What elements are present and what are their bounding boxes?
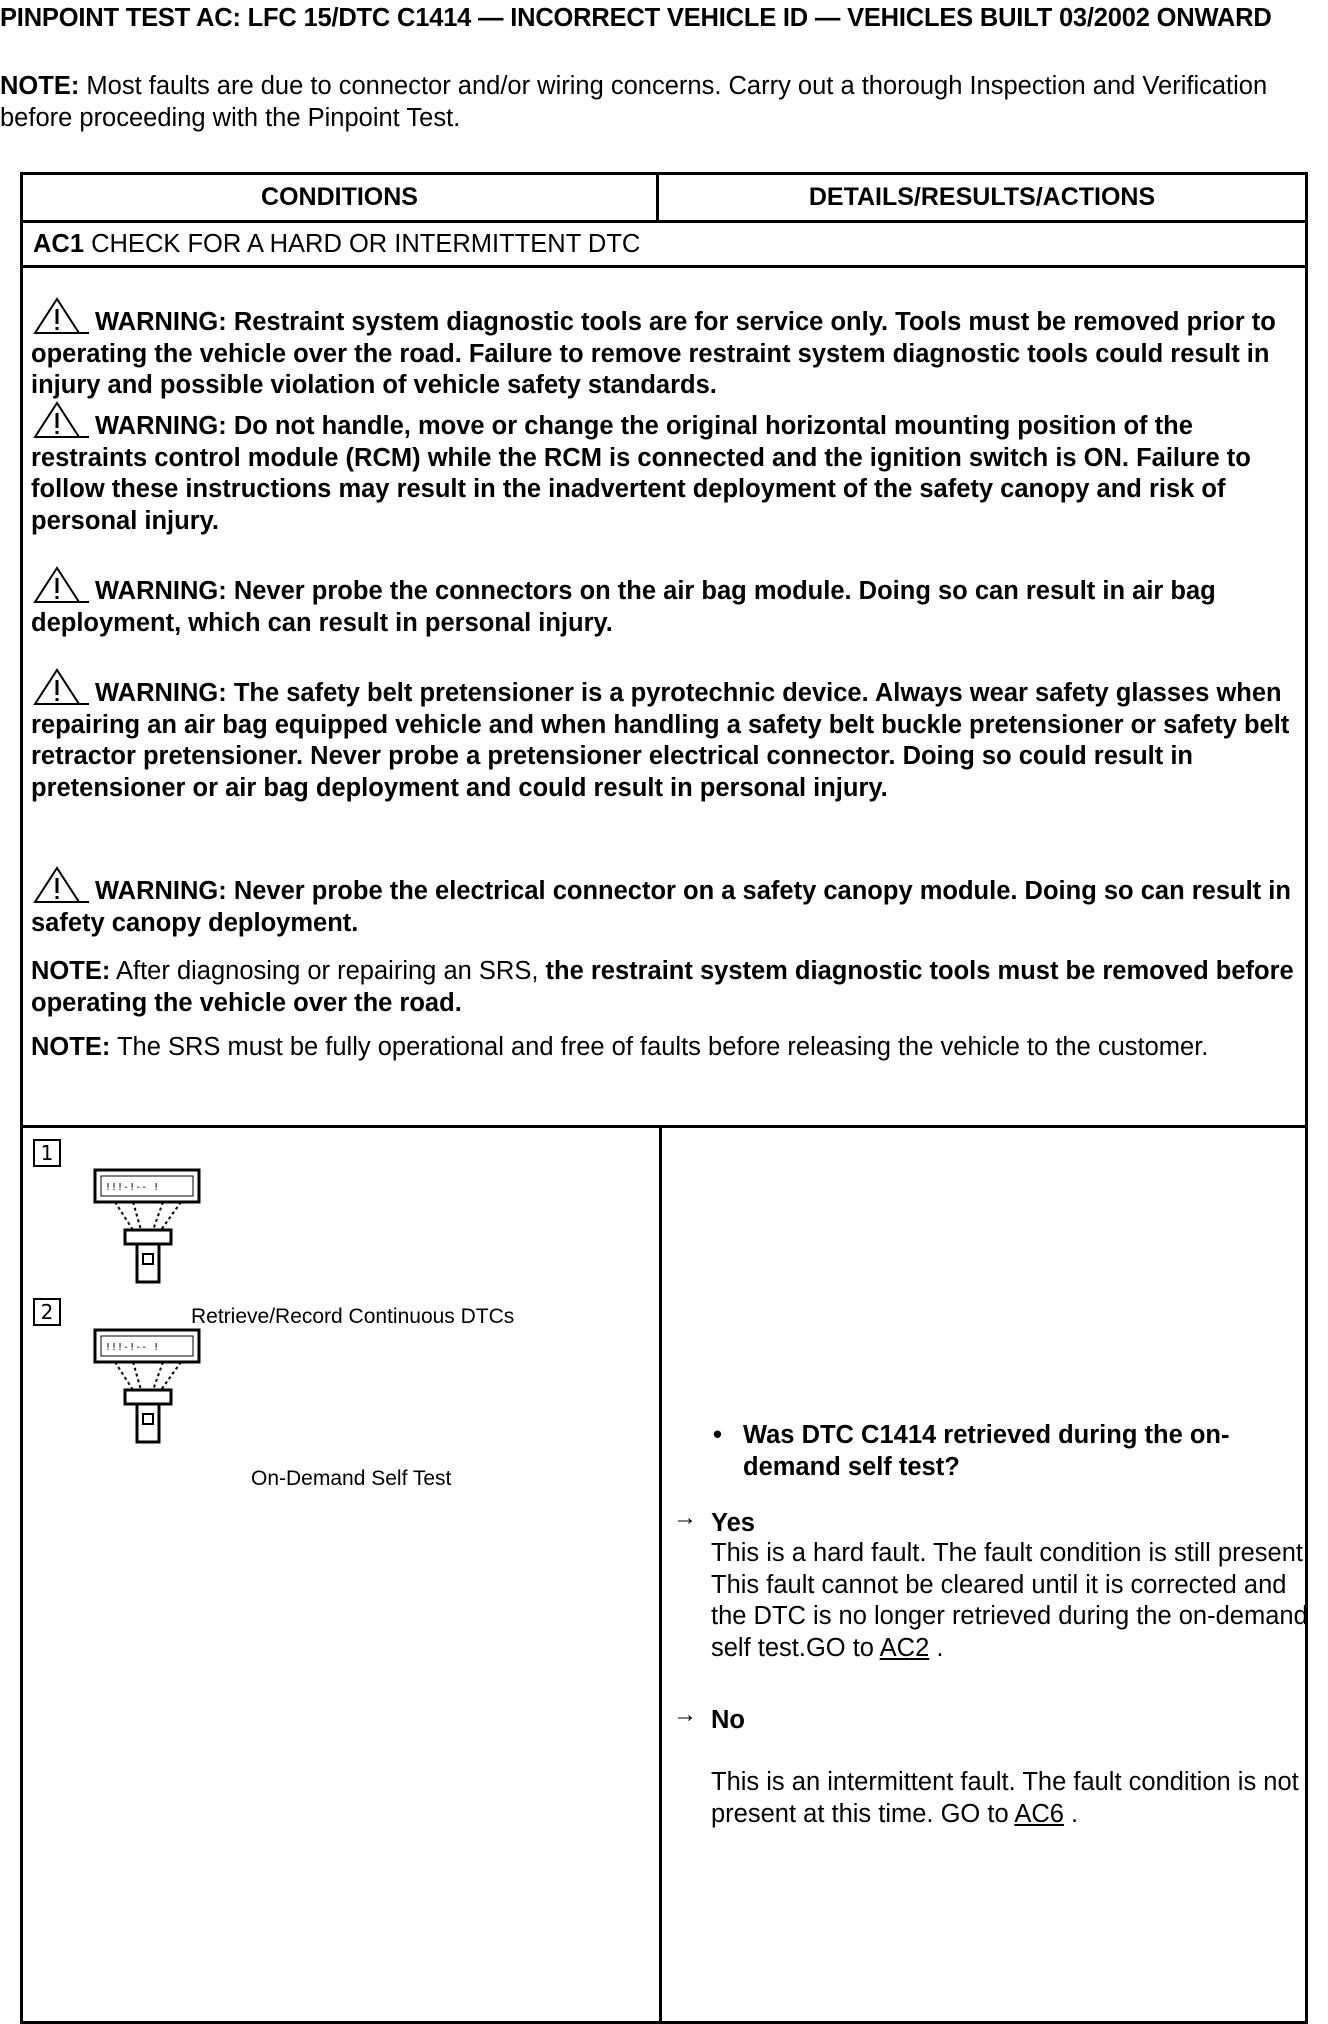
arrow-right-icon: → <box>673 1504 697 1531</box>
srs-note <box>31 1032 1303 1064</box>
warning-triangle-icon <box>31 565 89 605</box>
answer-label: No <box>711 1706 745 1734</box>
warning-text: WARNING: Never probe the electrical connector on a safety canopy module. Doing so can result in safety canopy deployment. <box>31 877 1291 937</box>
warning-triangle-icon <box>31 865 89 905</box>
warning-block <box>31 400 1303 537</box>
question <box>713 1420 1303 1483</box>
question-text: Was DTC C1414 retrieved during the on-demand self test? <box>743 1421 1230 1481</box>
header-conditions: CONDITIONS <box>23 175 659 220</box>
note-text-emphasis: the restraint system diagnostic tools must be removed before operating the vehicle over the road. <box>31 957 1294 1017</box>
scan-tool-icon <box>93 1168 203 1288</box>
answer-yes <box>673 1504 1313 1662</box>
answer-text <box>711 1767 1311 1830</box>
goto-ac2-link[interactable]: AC2 <box>879 1633 930 1662</box>
goto-ac6-link[interactable]: AC6 <box>1014 1799 1064 1828</box>
page-title: PINPOINT TEST AC: LFC 15/DTC C1414 — INCORRECT VEHICLE ID — VEHICLES BUILT 03/2002 ONWARD <box>0 4 1272 32</box>
warning-block <box>31 565 1303 639</box>
warning-block <box>31 296 1303 402</box>
step-number-box: 2 <box>33 1298 61 1326</box>
warning-block <box>31 865 1303 939</box>
scan-tool-icon <box>93 1328 203 1448</box>
intro-note <box>0 70 1300 134</box>
answer-end: . <box>1063 1799 1079 1828</box>
warning-triangle-icon <box>31 667 89 707</box>
note-label: NOTE: <box>31 1033 111 1061</box>
answer-body: This is a hard fault. The fault condition is still present. This fault cannot be cleared until it is corrected and the DTC is no longer retrieved during the on-demand self test.GO to <box>711 1539 1311 1662</box>
step-body <box>23 1128 1311 2021</box>
warnings-section <box>23 268 1305 1128</box>
note-label: NOTE: <box>31 957 111 985</box>
step-id: AC1 <box>33 230 85 258</box>
answer-label: Yes <box>711 1509 755 1537</box>
srs-note <box>31 956 1303 1019</box>
warning-text: WARNING: Do not handle, move or change the original horizontal mounting position of the restraints control module (RCM) while the RCM is connected and the ignition switch is ON. Failure to follow these instructions may result in the inadvertent deployment of the safety canopy and risk of personal injury. <box>31 412 1251 535</box>
note-text: Most faults are due to connector and/or wiring concerns. Carry out a thorough Inspection and Verification before proceeding with the Pinpoint Test. <box>0 72 1268 132</box>
note-text: The SRS must be fully operational and free of faults before releasing the vehicle to the customer. <box>110 1033 1209 1061</box>
answer-end: . <box>929 1633 944 1662</box>
step-caption: On-Demand Self Test <box>251 1467 452 1490</box>
warning-triangle-icon <box>31 400 89 440</box>
note-text: After diagnosing or repairing an SRS, <box>110 957 546 985</box>
step-heading <box>23 223 1305 268</box>
header-details: DETAILS/RESULTS/ACTIONS <box>808 183 1156 211</box>
svg-text:!!!-!-- !: !!!-!-- ! <box>105 1342 160 1353</box>
svg-text:!!!-!-- !: !!!-!-- ! <box>105 1182 160 1193</box>
pinpoint-table <box>20 172 1311 2024</box>
warning-text: WARNING: Restraint system diagnostic tools are for service only. Tools must be removed prior to operating the vehicle over the road. Failure to remove restraint system diagnostic tools could result in injury and possible violation of vehicle safety standards. <box>31 308 1276 399</box>
warning-text: WARNING: The safety belt pretensioner is a pyrotechnic device. Always wear safety glasses when repairing an air bag equipped vehicle and when handling a safety belt buckle pretensioner or safety belt retractor pretensioner. Never probe a pretensioner electrical connector. Doing so could result in pretensioner or air bag deployment and could result in personal injury. <box>31 679 1290 802</box>
arrow-right-icon: → <box>673 1701 697 1728</box>
answer-body: This is an intermittent fault. The fault condition is not present at this time. GO to <box>711 1768 1299 1828</box>
step-caption: Retrieve/Record Continuous DTCs <box>191 1305 515 1328</box>
warning-triangle-icon <box>31 296 89 336</box>
bullet-icon: • <box>713 1421 722 1449</box>
warning-text: WARNING: Never probe the connectors on the air bag module. Doing so can result in air bag deployment, which can result in personal injury. <box>31 577 1216 637</box>
note-label: NOTE: <box>0 72 80 100</box>
step-number-box: 1 <box>33 1139 61 1167</box>
warning-block <box>31 667 1303 804</box>
answer-text <box>711 1538 1311 1664</box>
table-header <box>23 175 1305 223</box>
column-divider <box>659 1128 662 2021</box>
step-title: CHECK FOR A HARD OR INTERMITTENT DTC <box>84 230 641 258</box>
answer-no <box>673 1701 1313 1828</box>
